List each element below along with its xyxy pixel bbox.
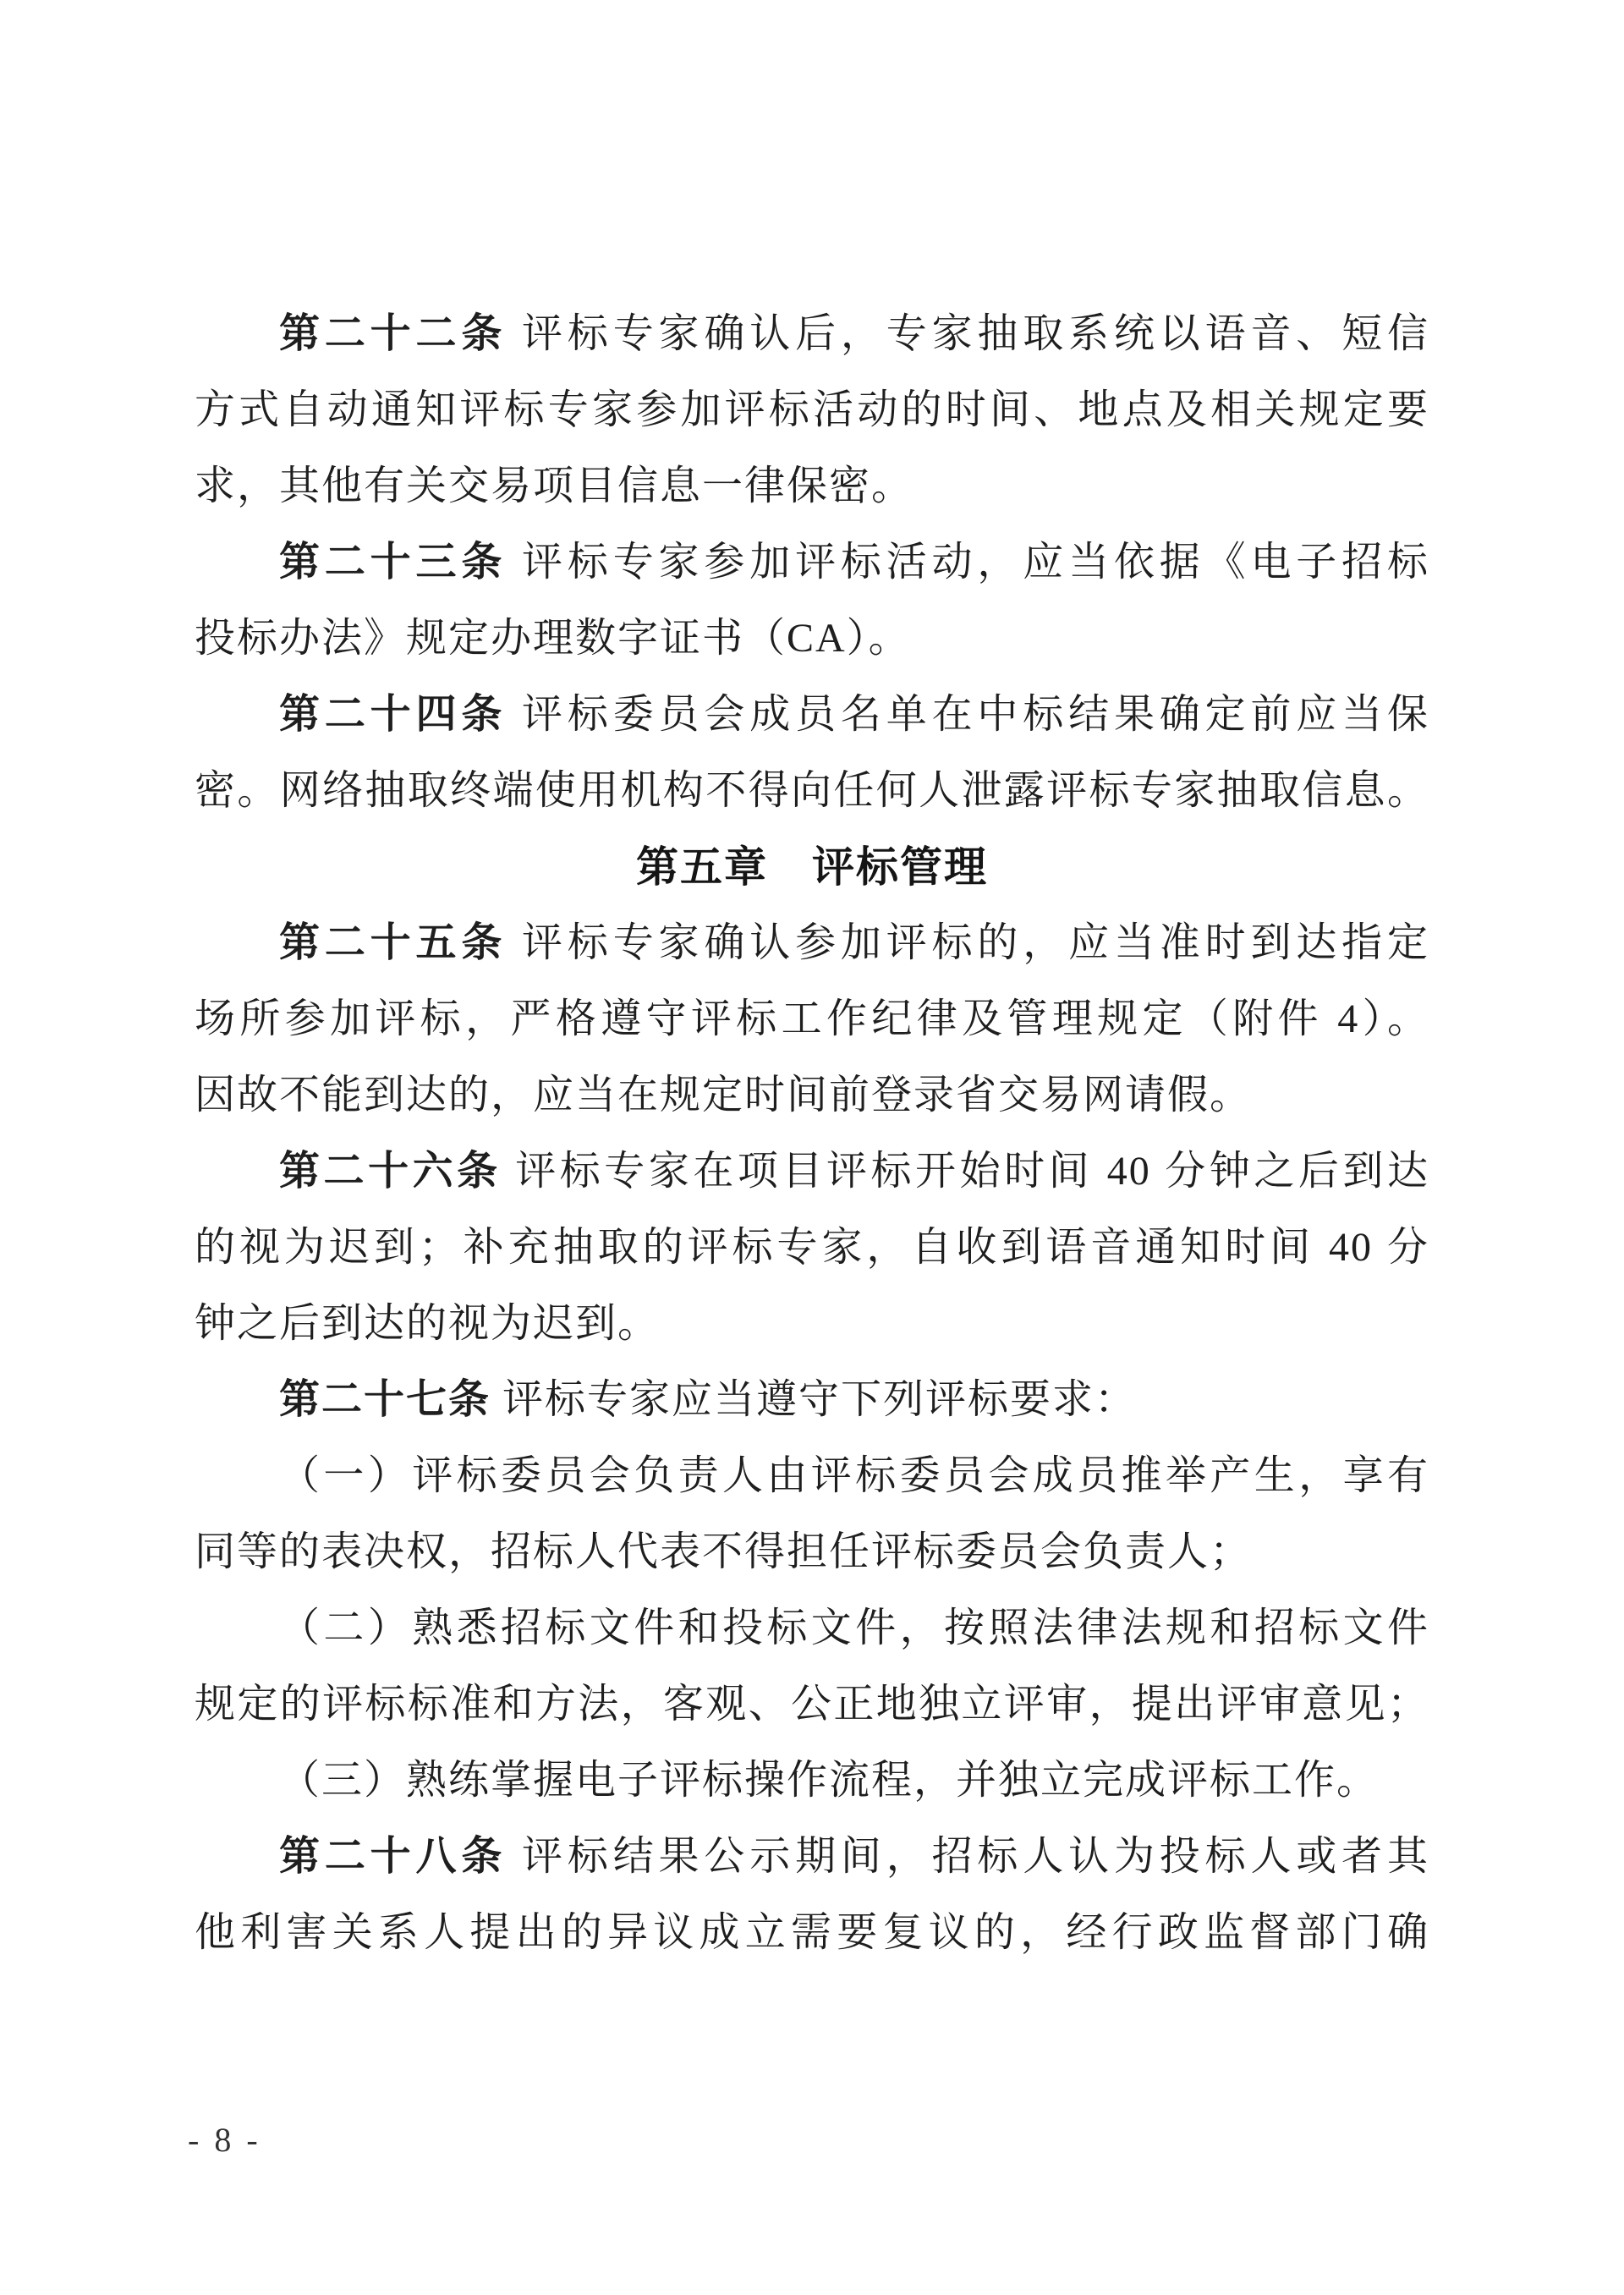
text-line: 的视为迟到；补充抽取的评标专家，自收到语音通知时间 40 分 [195,1225,1429,1270]
text-line: 第二十二条 评标专家确认后，专家抽取系统以语音、短信 [279,311,1429,356]
text-line: 第二十八条 评标结果公示期间，招标人认为投标人或者其 [279,1834,1429,1879]
chapter-heading: 第五章 评标管理 [636,843,988,891]
article-number: 第二十七条 [279,1377,491,1422]
text-line: 第二十六条 评标专家在项目评标开始时间 40 分钟之后到达 [279,1149,1429,1194]
text-line: 密。网络抽取终端使用机构不得向任何人泄露评标专家抽取信息。 [195,768,1429,813]
text-line: 投标办法》规定办理数字证书（CA）。 [195,616,911,661]
text-line: 第二十三条 评标专家参加评标活动，应当依据《电子招标 [279,540,1429,585]
article-number: 第二十四条 [279,692,508,737]
text-line: 规定的评标标准和方法，客观、公正地独立评审，提出评审意见； [195,1682,1429,1727]
article-number: 第二十五条 [279,920,508,965]
text-line: （二）熟悉招标文件和投标文件，按照法律法规和招标文件 [279,1606,1429,1650]
text-line: 钟之后到达的视为迟到。 [195,1301,661,1346]
text-line: 求，其他有关交易项目信息一律保密。 [195,464,914,508]
text-line: 第二十七条 评标专家应当遵守下列评标要求： [279,1377,1138,1422]
document-body [195,296,1429,1971]
text-line: 第二十五条 评标专家确认参加评标的，应当准时到达指定 [279,920,1429,965]
text-line: （三）熟练掌握电子评标操作流程，并独立完成评标工作。 [279,1758,1380,1803]
article-number: 第二十六条 [279,1149,502,1194]
text-line: 因故不能到达的，应当在规定时间前登录省交易网请假。 [195,1073,1253,1117]
page-number: - 8 - [188,2121,261,2159]
article-number: 第二十三条 [279,540,508,585]
text-line: 同等的表决权，招标人代表不得担任评标委员会负责人； [195,1529,1253,1574]
text-line: 他利害关系人提出的异议成立需要复议的，经行政监督部门确 [195,1910,1429,1955]
text-line: 第二十四条 评标委员会成员名单在中标结果确定前应当保 [279,692,1429,737]
article-number: 第二十二条 [279,311,508,356]
text-line: 方式自动通知评标专家参加评标活动的时间、地点及相关规定要 [195,387,1429,432]
text-line: （一）评标委员会负责人由评标委员会成员推举产生，享有 [279,1453,1429,1498]
article-number: 第二十八条 [279,1834,508,1879]
text-line: 场所参加评标，严格遵守评标工作纪律及管理规定（附件 4）。 [195,997,1429,1041]
